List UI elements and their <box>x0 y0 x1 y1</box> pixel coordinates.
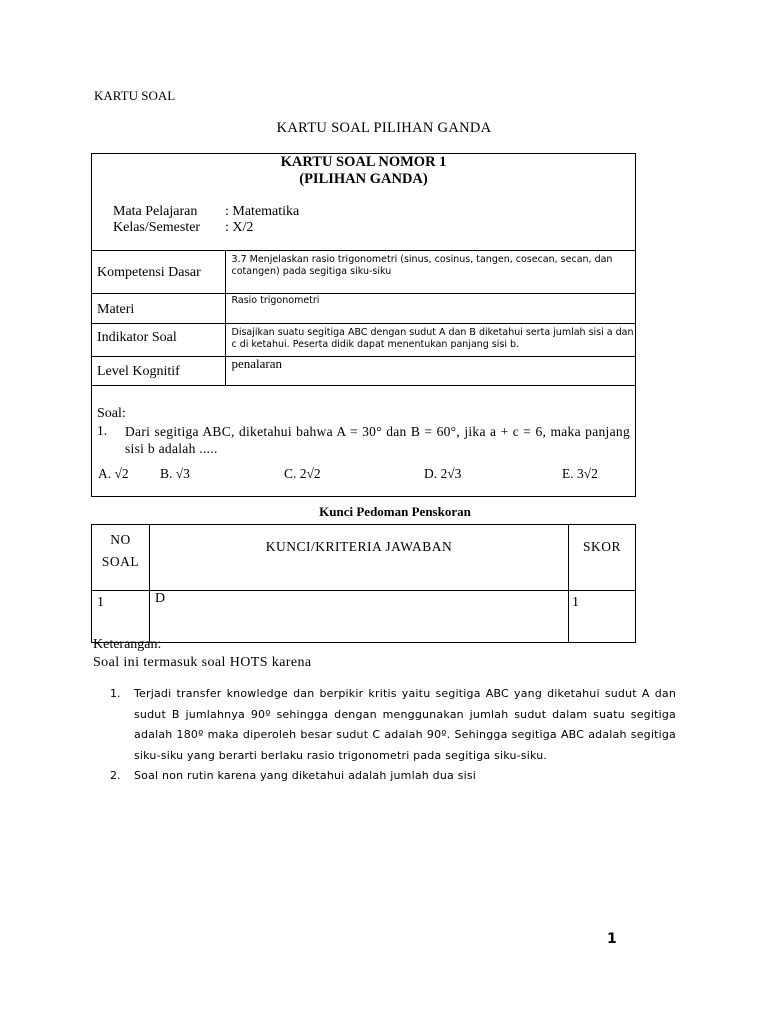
kelas-key: Kelas/Semester <box>113 220 201 235</box>
card-title <box>92 154 635 188</box>
option-b: B. √3 <box>160 466 190 481</box>
criteria-value: Rasio trigonometri <box>225 294 635 324</box>
option-a: A. √2 <box>98 466 129 481</box>
reasons-list <box>110 684 676 787</box>
criteria-row-materi <box>92 294 635 324</box>
cell-kunci: D <box>150 591 569 643</box>
keterangan-title: Keterangan: <box>93 637 162 652</box>
criteria-label: Indikator Soal <box>92 324 225 357</box>
mapel-value: : Matematika <box>225 204 300 219</box>
option-e: E. 3√2 <box>562 466 598 481</box>
criteria-row-level <box>92 357 635 386</box>
document-title: KARTU SOAL PILIHAN GANDA <box>276 120 492 136</box>
page-number: 1 <box>607 931 617 947</box>
table-row <box>92 591 636 643</box>
list-item <box>110 684 676 766</box>
criteria-value: penalaran <box>225 357 635 386</box>
criteria-table <box>92 250 635 386</box>
header-no-soal: NO SOAL <box>92 525 150 591</box>
kelas-value: : X/2 <box>225 220 254 235</box>
list-item-number: 2. <box>110 769 121 782</box>
cell-no: 1 <box>92 591 150 643</box>
card-title-line2: (PILIHAN GANDA) <box>299 171 428 187</box>
card-meta <box>113 204 299 236</box>
criteria-row-kompetensi <box>92 251 635 294</box>
question-text: Dari segitiga ABC, diketahui bahwa A = 30° dan B = 60°, jika a + c = 6, maka panjang sisi b adalah ..... <box>125 424 630 456</box>
list-item-text: Soal non rutin karena yang diketahui adalah jumlah dua sisi <box>134 769 477 782</box>
question-card <box>91 153 636 497</box>
option-d: D. 2√3 <box>424 466 462 481</box>
criteria-label: Materi <box>92 294 225 324</box>
document-label: KARTU SOAL <box>94 88 176 103</box>
list-item <box>110 766 676 787</box>
header-kunci: KUNCI/KRITERIA JAWABAN <box>150 525 569 591</box>
scoring-header-row <box>92 525 636 591</box>
criteria-row-indikator <box>92 324 635 357</box>
list-item-number: 1. <box>110 687 121 700</box>
criteria-value: Disajikan suatu segitiga ABC dengan sudut A dan B diketahui serta jumlah sisi a dan c di ketahui. Peserta didik dapat menentukan panjang sisi b. <box>225 324 635 357</box>
criteria-label: Kompetensi Dasar <box>92 251 225 294</box>
option-c: C. 2√2 <box>284 466 321 481</box>
keterangan-subtitle: Soal ini termasuk soal HOTS karena <box>93 655 312 670</box>
list-item-text: Terjadi transfer knowledge dan berpikir kritis yaitu segitiga ABC yang diketahui sudut A dan sudut B jumlahnya 90º sehingga dengan menggunakan jumlah sudut dalam suatu segitiga adalah 180º maka diperoleh besar sudut C adalah 90º. Sehingga segitiga ABC adalah segitiga siku-siku yang berarti berlaku rasio trigonometri pada segitiga siku-siku. <box>134 687 676 762</box>
header-skor: SKOR <box>569 525 636 591</box>
question-number: 1. <box>97 423 108 438</box>
soal-label: Soal: <box>97 406 126 421</box>
scoring-title: Kunci Pedoman Penskoran <box>319 504 471 519</box>
mapel-key: Mata Pelajaran <box>113 204 198 219</box>
criteria-value: 3.7 Menjelaskan rasio trigonometri (sinus, cosinus, tangen, cosecan, secan, dan cotangen) pada segitiga siku-siku <box>225 251 635 294</box>
scoring-table <box>91 524 636 643</box>
criteria-label: Level Kognitif <box>92 357 225 386</box>
card-title-line1: KARTU SOAL NOMOR 1 <box>280 154 447 170</box>
cell-skor: 1 <box>569 591 636 643</box>
